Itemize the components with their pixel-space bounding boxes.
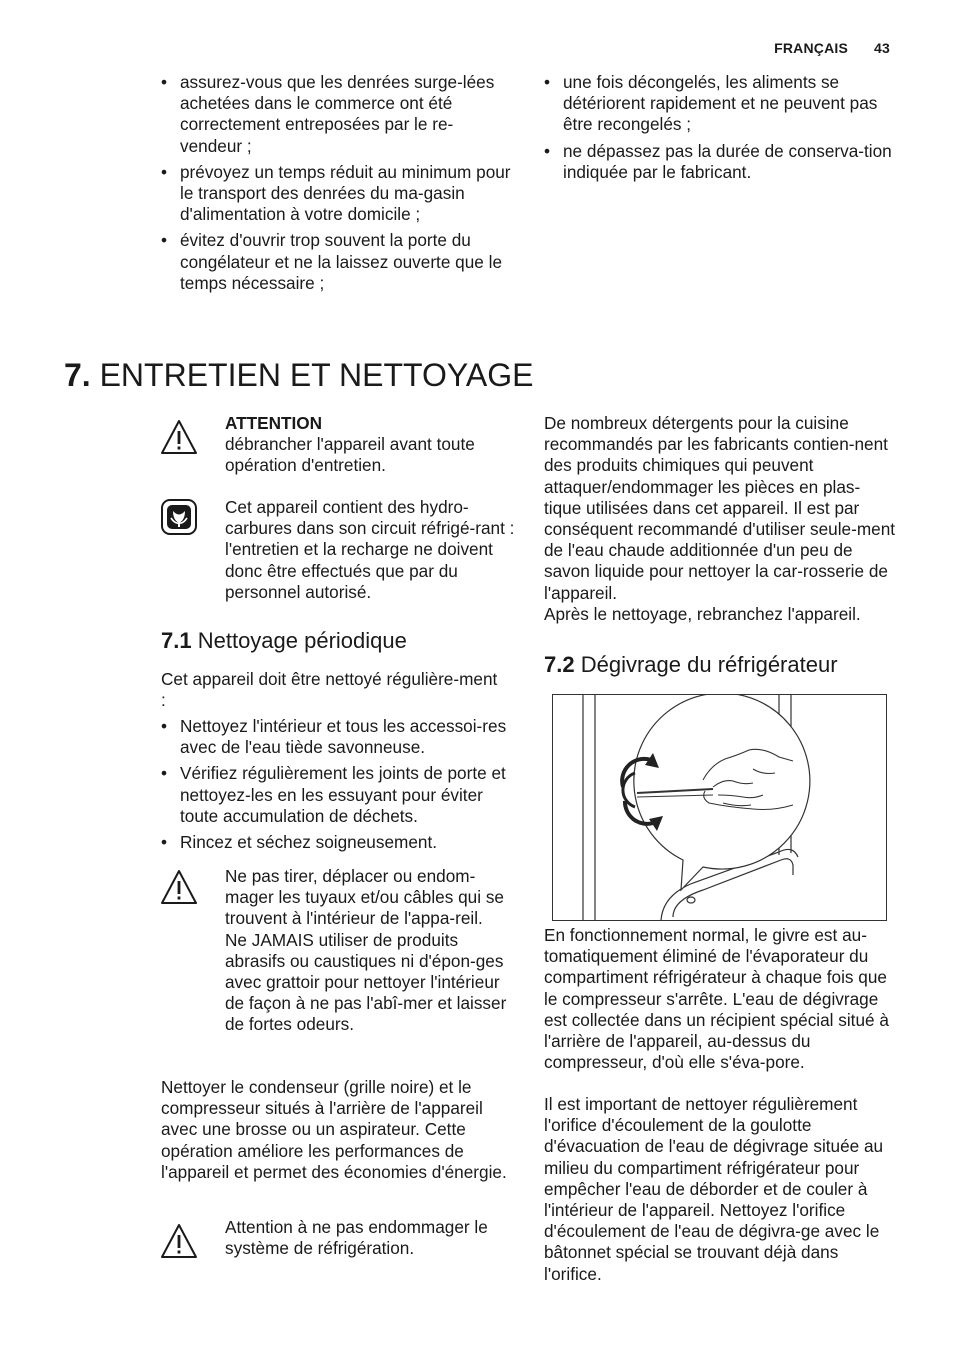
- cleaning-bullet-list: [161, 716, 516, 858]
- list-item: • Nettoyez l'intérieur et tous les accessoi-res avec de l'eau tiède savonneuse.: [161, 716, 516, 758]
- subsection-heading-7-1: [161, 627, 407, 655]
- page-header: [774, 38, 890, 59]
- list-item: • prévoyez un temps réduit au minimum pour le transport des denrées du ma-gasin d'alimentation à votre domicile ;: [161, 162, 513, 226]
- subsection-heading-7-2: [544, 651, 838, 679]
- subsection-title: Dégivrage du réfrigérateur: [580, 652, 838, 677]
- top-left-bullet-list: [161, 72, 513, 299]
- subsection-number: 7.2: [544, 652, 575, 677]
- warning-text-2: Ne JAMAIS utiliser de produits abrasifs ou caustiques ni d'épon-ges avec grattoir pour nettoyer l'intérieur de façon à ne pas l'abî-mer et laisser de fortes odeurs.: [225, 929, 507, 1035]
- subsection-title: Nettoyage périodique: [197, 628, 407, 653]
- defrost-drain-icon: [553, 695, 886, 920]
- section-title: ENTRETIEN ET NETTOYAGE: [99, 357, 534, 393]
- list-item: • Vérifiez régulièrement les joints de porte et nettoyez-les en les essuyant pour éviter toute accumulation de déchets.: [161, 763, 516, 827]
- warning-triangle-icon: [159, 868, 199, 906]
- defrost-paragraph-1: En fonctionnement normal, le givre est au-tomatiquement éliminé de l'évaporateur du compartiment réfrigérateur à chaque fois que le compresseur s'arrête. L'eau de dégivrage est collectée dans un récipient spécial situé à l'arrière de l'appareil, au-dessus du compresseur, d'où elle s'éva-pore.: [544, 925, 889, 1073]
- environment-flower-icon: [159, 498, 199, 536]
- warning-triangle-icon: [159, 1222, 199, 1260]
- list-item: • une fois décongelés, les aliments se détériorent rapidement et ne peuvent pas être recongelés ;: [544, 72, 896, 136]
- attention-text: débrancher l'appareil avant toute opération d'entretien.: [225, 434, 475, 476]
- header-language: FRANÇAIS: [774, 40, 849, 56]
- page-number: 43: [874, 40, 890, 56]
- attention-box: [225, 413, 515, 477]
- condenser-text: Nettoyer le condenseur (grille noire) et le compresseur situés à l'arrière de l'appareil avec une brosse ou un aspirateur. Cette opération améliore les performances de l'appareil et permet des économies d'énergie.: [161, 1077, 507, 1182]
- attention-title: ATTENTION: [225, 413, 323, 433]
- subsection-number: 7.1: [161, 628, 192, 653]
- defrost-paragraph-2: Il est important de nettoyer régulièrement l'orifice d'écoulement de la goulotte d'évacuation de l'eau de dégivrage située au milieu du compartiment réfrigérateur pour empêcher l'eau de déborder et de couler à l'intérieur de l'appareil. Nettoyez l'orifice d'écoulement de l'eau de dégivra-ge avec le bâtonnet spécial se trouvant déjà dans l'orifice.: [544, 1094, 884, 1284]
- warning-text-1: Ne pas tirer, déplacer ou endom-mager les tuyaux et/ou câbles qui se trouvent à l'intérieur de l'appa-reil.: [225, 866, 504, 929]
- top-right-bullet-list: [544, 72, 896, 188]
- section-number: 7.: [64, 357, 91, 393]
- list-item: • évitez d'ouvrir trop souvent la porte du congélateur et ne la laissez ouverte que le temps nécessaire ;: [161, 230, 513, 294]
- list-item: • Rincez et séchez soigneusement.: [161, 832, 516, 853]
- warning-text-3: Attention à ne pas endommager le système de réfrigération.: [225, 1217, 488, 1259]
- warning-box: [225, 866, 515, 1036]
- list-item: • assurez-vous que les denrées surge-lées achetées dans le commerce ont été correctement entreposées par le re-vendeur ;: [161, 72, 513, 157]
- section-heading: [64, 356, 533, 394]
- defrost-illustration: [552, 694, 887, 921]
- warning-triangle-icon: [159, 418, 199, 456]
- detergent-text: De nombreux détergents pour la cuisine recommandés par les fabricants contien-nent des produits chimiques qui peuvent attaquer/endommager les pièces en plas-tique utilisées dans cet appareil. Il est par conséquent recommandé d'utiliser seule-ment de l'eau chaude additionnée d'un peu de savon liquide pour nettoyer la car-rosserie de l'appareil.: [544, 413, 896, 603]
- environment-text: Cet appareil contient des hydro-carbures dans son circuit réfrigé-rant : l'entretien et la recharge ne doivent donc être effectués que par du personnel autorisé.: [225, 497, 515, 602]
- list-item: • ne dépassez pas la durée de conserva-tion indiquée par le fabricant.: [544, 141, 896, 183]
- subsection-intro: Cet appareil doit être nettoyé régulière-ment :: [161, 669, 498, 711]
- after-cleaning-text: Après le nettoyage, rebranchez l'appareil.: [544, 604, 861, 624]
